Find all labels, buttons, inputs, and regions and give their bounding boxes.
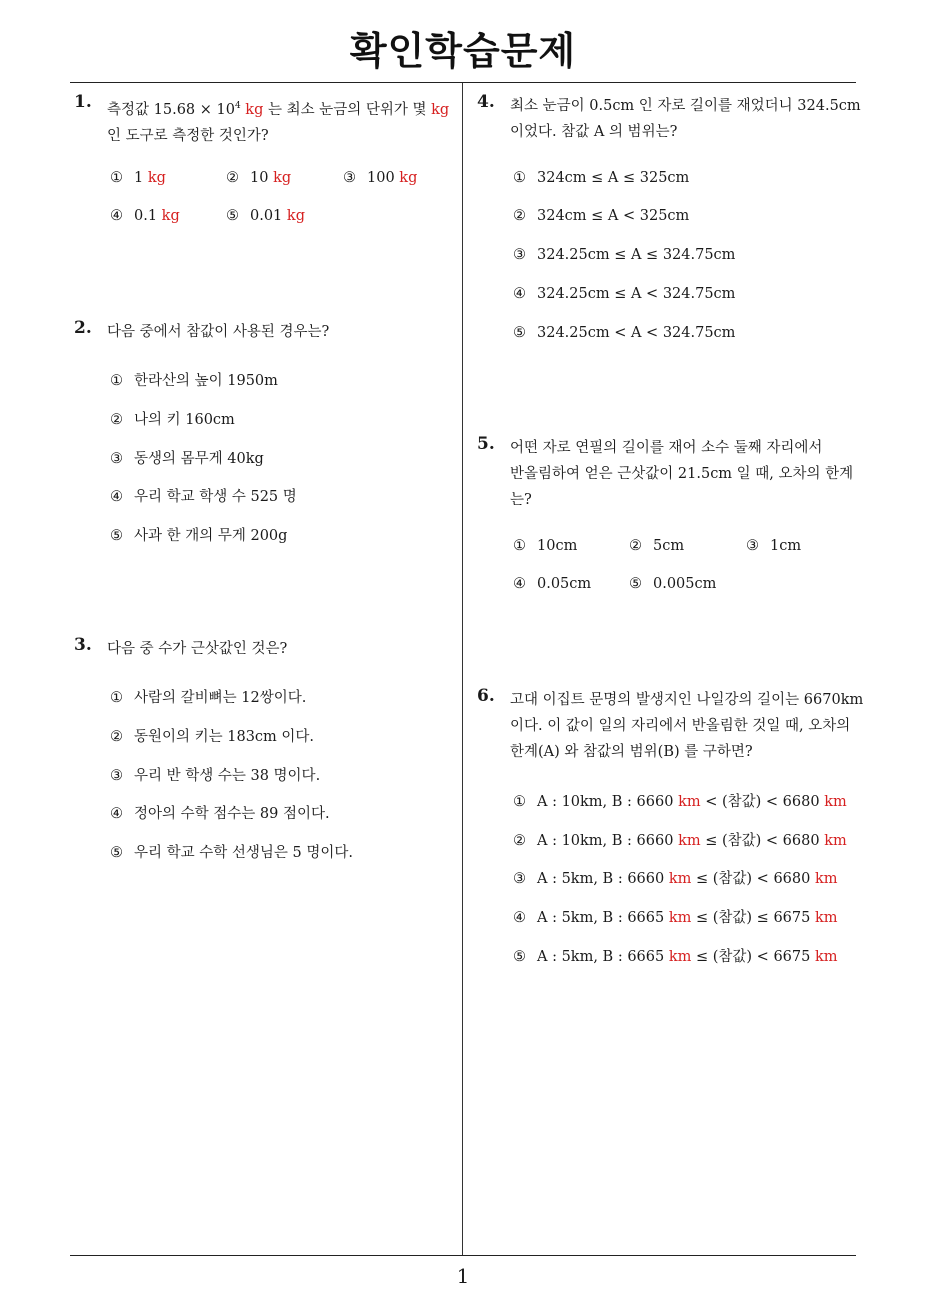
option-2[interactable]: ② 324cm ≤ A < 325cm [513, 208, 690, 224]
option-3[interactable]: ③ 우리 반 학생 수는 38 명이다. [110, 768, 321, 784]
column-divider [462, 83, 463, 1255]
option-1[interactable]: ① 324cm ≤ A ≤ 325cm [513, 170, 690, 186]
option-4[interactable]: ④ 324.25cm ≤ A < 324.75cm [513, 286, 736, 302]
option-3[interactable]: ③ 동생의 몸무게 40kg [110, 451, 264, 467]
option-3[interactable]: ③ 100 kg [343, 170, 418, 186]
option-2[interactable]: ② 나의 키 160cm [110, 412, 235, 428]
question-stem: 측정값 $15.68 \times 10^4$ kg 는 최소 눈금의 단위가 몇 kg 인 도구로 측정한 것인가? [107, 101, 450, 144]
option-2[interactable]: ② 동원이의 키는 183cm 이다. [110, 729, 315, 745]
option-5[interactable]: ⑤ 사과 한 개의 무게 200g [110, 528, 288, 544]
question-3 [74, 635, 454, 865]
question-number: 2. [74, 318, 92, 338]
bottom-rule [70, 1255, 856, 1256]
question-number: 1. [74, 92, 92, 112]
top-rule [70, 82, 856, 83]
option-4[interactable]: ④ 정아의 수학 점수는 89 점이다. [110, 806, 330, 822]
question-stem: 고대 이집트 문명의 발생지인 나일강의 길이는 6670km 이다. 이 값이 일의 자리에서 반올림한 것일 때, 오차의 한계(A) 와 참값의 범위(B) 를 구하면? [510, 692, 864, 760]
page-number: 1 [456, 1264, 470, 1288]
question-number: 3. [74, 635, 92, 655]
option-2[interactable]: ② A : 10km, B : 6660 km ≤ (참값) < 6680 km [513, 833, 847, 849]
option-1[interactable]: ① 한라산의 높이 1950m [110, 373, 278, 389]
option-5[interactable]: ⑤ 324.25cm < A < 324.75cm [513, 325, 736, 341]
question-5 [477, 434, 867, 604]
option-4[interactable]: ④ 0.05cm [513, 576, 592, 592]
question-6 [477, 686, 867, 976]
question-number: 6. [477, 686, 495, 706]
page-title: 확인학습문제 [349, 29, 577, 73]
option-4[interactable]: ④ A : 5km, B : 6665 km ≤ (참값) ≤ 6675 km [513, 910, 838, 926]
question-stem: 최소 눈금이 0.5cm 인 자로 길이를 재었더니 324.5cm 이었다. 참값 A 의 범위는? [510, 98, 861, 140]
question-stem: 어떤 자로 연필의 길이를 재어 소수 둘째 자리에서 반올림하여 얻은 근삿값이 21.5cm 일 때, 오차의 한계 는? [510, 440, 854, 508]
option-3[interactable]: ③ A : 5km, B : 6660 km ≤ (참값) < 6680 km [513, 871, 838, 887]
option-3[interactable]: ③ 1cm [746, 538, 802, 554]
option-1[interactable]: ① 1 kg [110, 170, 166, 186]
option-2[interactable]: ② 10 kg [226, 170, 292, 186]
question-stem: 다음 중에서 참값이 사용된 경우는? [107, 324, 330, 340]
option-4[interactable]: ④ 우리 학교 학생 수 525 명 [110, 489, 297, 505]
option-5[interactable]: ⑤ 0.01 kg [226, 208, 305, 224]
option-2[interactable]: ② 5cm [629, 538, 685, 554]
option-5[interactable]: ⑤ 우리 학교 수학 선생님은 5 명이다. [110, 845, 353, 861]
question-stem: 다음 중 수가 근삿값인 것은? [107, 641, 288, 657]
option-5[interactable]: ⑤ 0.005cm [629, 576, 717, 592]
question-4 [477, 92, 867, 352]
question-2 [74, 318, 454, 548]
option-5[interactable]: ⑤ A : 5km, B : 6665 km ≤ (참값) < 6675 km [513, 949, 838, 965]
question-number: 5. [477, 434, 495, 454]
option-1[interactable]: ① A : 10km, B : 6660 km < (참값) < 6680 km [513, 794, 847, 810]
option-1[interactable]: ① 사람의 갈비뼈는 12쌍이다. [110, 690, 307, 706]
option-3[interactable]: ③ 324.25cm ≤ A ≤ 324.75cm [513, 247, 736, 263]
option-1[interactable]: ① 10cm [513, 538, 578, 554]
question-number: 4. [477, 92, 495, 112]
question-1 [74, 92, 464, 232]
option-4[interactable]: ④ 0.1 kg [110, 208, 180, 224]
